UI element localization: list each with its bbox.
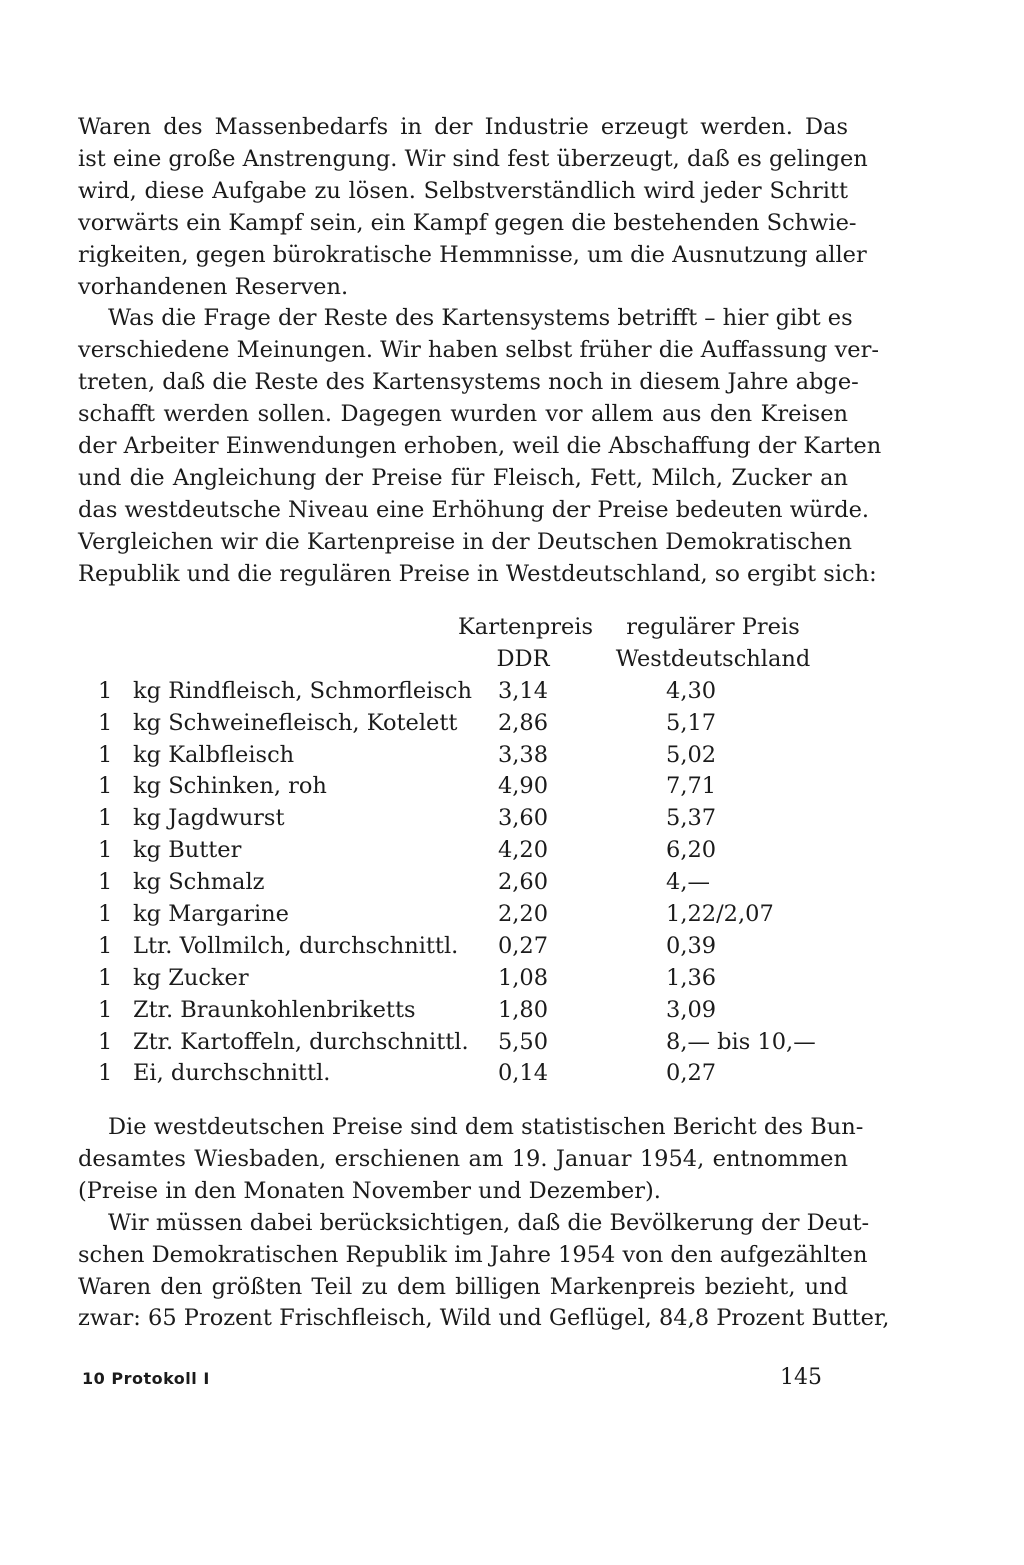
header-ddr-sub: DDR <box>496 645 550 672</box>
row-item: kg Margarine <box>133 901 289 928</box>
text-line: schafft werden sollen. Dagegen wurden vor allem aus den Kreisen <box>78 401 848 428</box>
page-number: 145 <box>780 1365 822 1390</box>
page-body-lower <box>78 1112 890 1335</box>
text-line: Wir müssen dabei berücksichtigen, daß die Bevölkerung der Deut- <box>108 1209 870 1236</box>
table-row <box>98 995 818 1027</box>
row-west-price: 1,22/2,07 <box>666 901 774 928</box>
text-line: desamtes Wiesbaden, erschienen am 19. Januar 1954, entnommen <box>78 1145 848 1172</box>
row-west-price: 0,39 <box>666 932 717 959</box>
row-ddr-price: 4,20 <box>497 837 549 864</box>
row-quantity: 1 <box>98 869 113 896</box>
row-ddr-price: 0,14 <box>497 1060 549 1087</box>
row-ddr-price: 3,60 <box>497 805 549 832</box>
row-west-price: 5,37 <box>666 805 717 832</box>
row-quantity: 1 <box>98 709 113 736</box>
row-west-price: 7,71 <box>666 773 717 800</box>
paragraph-2 <box>78 303 882 590</box>
row-quantity: 1 <box>98 741 113 768</box>
text-line: schen Demokratischen Republik im Jahre 1954 von den aufgezählten <box>78 1241 868 1268</box>
row-quantity: 1 <box>98 677 113 704</box>
table-row <box>98 899 818 931</box>
page-footer <box>82 1365 822 1395</box>
row-west-price: 5,17 <box>666 709 717 736</box>
row-west-price: 8,— bis 10,— <box>666 1028 816 1055</box>
text-line: wird, diese Aufgabe zu lösen. Selbstverständlich wird jeder Schritt <box>78 177 848 204</box>
row-west-price: 3,09 <box>666 996 717 1023</box>
row-quantity: 1 <box>98 1060 113 1087</box>
row-quantity: 1 <box>98 932 113 959</box>
text-line: Waren den größten Teil zu dem billigen Markenpreis bezieht, und <box>78 1273 848 1300</box>
row-west-price: 4,— <box>666 869 710 896</box>
row-west-price: 6,20 <box>666 837 717 864</box>
row-item: Ltr. Vollmilch, durchschnittl. <box>133 932 459 959</box>
row-ddr-price: 5,50 <box>497 1028 549 1055</box>
row-quantity: 1 <box>98 901 113 928</box>
row-item: kg Schinken, roh <box>133 773 327 800</box>
table-row <box>98 835 818 867</box>
price-comparison-table <box>98 612 818 1090</box>
row-ddr-price: 3,14 <box>497 677 549 704</box>
row-item: Ztr. Kartoffeln, durchschnittl. <box>133 1028 469 1055</box>
row-item: kg Butter <box>133 837 242 864</box>
row-west-price: 1,36 <box>666 964 717 991</box>
row-ddr-price: 1,08 <box>497 964 549 991</box>
row-item: Ei, durchschnittl. <box>133 1060 331 1087</box>
table-row <box>98 963 818 995</box>
text-line: (Preise in den Monaten November und Dezember). <box>78 1177 661 1204</box>
row-item: kg Schmalz <box>133 869 265 896</box>
paragraph-1 <box>78 112 868 303</box>
row-item: kg Schweinefleisch, Kotelett <box>133 709 458 736</box>
row-quantity: 1 <box>98 773 113 800</box>
row-quantity: 1 <box>98 837 113 864</box>
row-ddr-price: 3,38 <box>497 741 549 768</box>
text-line: das westdeutsche Niveau eine Erhöhung der Preise bedeuten würde. <box>78 496 870 523</box>
paragraph-4 <box>78 1208 890 1336</box>
text-line: vorhandenen Reserven. <box>78 273 349 300</box>
row-quantity: 1 <box>98 805 113 832</box>
text-line: Republik und die regulären Preise in Westdeutschland, so ergibt sich: <box>78 560 877 587</box>
table-header-row <box>98 612 818 644</box>
row-west-price: 4,30 <box>666 677 717 704</box>
row-item: kg Rindfleisch, Schmorfleisch <box>133 677 472 704</box>
header-west-sub: Westdeutschland <box>615 645 811 672</box>
row-item: kg Kalbfleisch <box>133 741 295 768</box>
text-line: rigkeiten, gegen bürokratische Hemmnisse, um die Ausnutzung aller <box>78 241 867 268</box>
printer-signature: 10 Protokoll I <box>82 1369 210 1388</box>
row-item: kg Jagdwurst <box>133 805 285 832</box>
text-line: Vergleichen wir die Kartenpreise in der Deutschen Demokratischen <box>78 528 853 555</box>
row-ddr-price: 1,80 <box>497 996 549 1023</box>
page-body <box>78 112 882 591</box>
table-row <box>98 1027 818 1059</box>
row-quantity: 1 <box>98 964 113 991</box>
table-header-row <box>98 644 818 676</box>
row-ddr-price: 4,90 <box>497 773 549 800</box>
text-line: vorwärts ein Kampf sein, ein Kampf gegen die bestehenden Schwie- <box>78 209 857 236</box>
table-row <box>98 803 818 835</box>
row-item: Ztr. Braunkohlenbriketts <box>133 996 416 1023</box>
row-item: kg Zucker <box>133 964 249 991</box>
row-quantity: 1 <box>98 996 113 1023</box>
row-ddr-price: 2,60 <box>497 869 549 896</box>
row-quantity: 1 <box>98 1028 113 1055</box>
table-row <box>98 1058 818 1090</box>
row-ddr-price: 2,20 <box>497 901 549 928</box>
table-body <box>98 676 818 1091</box>
table-row <box>98 676 818 708</box>
row-ddr-price: 0,27 <box>497 932 549 959</box>
text-line: Was die Frage der Reste des Kartensystems betrifft – hier gibt es <box>108 305 853 332</box>
text-line: der Arbeiter Einwendungen erhoben, weil die Abschaffung der Karten <box>78 433 882 460</box>
paragraph-3 <box>78 1112 864 1208</box>
text-line: ist eine große Anstrengung. Wir sind fest überzeugt, daß es gelingen <box>78 145 868 172</box>
table-row <box>98 931 818 963</box>
text-line: zwar: 65 Prozent Frischfleisch, Wild und Geflügel, 84,8 Prozent Butter, <box>78 1305 890 1332</box>
row-west-price: 0,27 <box>666 1060 717 1087</box>
text-line: Die westdeutschen Preise sind dem statistischen Bericht des Bun- <box>108 1114 864 1140</box>
row-ddr-price: 2,86 <box>497 709 549 736</box>
text-line: Waren des Massenbedarfs in der Industrie erzeugt werden. Das <box>78 114 848 140</box>
header-ddr: Kartenpreis <box>458 614 594 640</box>
text-line: und die Angleichung der Preise für Fleisch, Fett, Milch, Zucker an <box>78 464 848 491</box>
table-row <box>98 867 818 899</box>
table-row <box>98 740 818 772</box>
text-line: verschiedene Meinungen. Wir haben selbst früher die Auffassung ver- <box>78 337 879 364</box>
header-west: regulärer Preis <box>626 614 800 640</box>
row-west-price: 5,02 <box>666 741 717 768</box>
table-row <box>98 771 818 803</box>
text-line: treten, daß die Reste des Kartensystems noch in diesem Jahre abge- <box>78 369 859 396</box>
table-row <box>98 708 818 740</box>
